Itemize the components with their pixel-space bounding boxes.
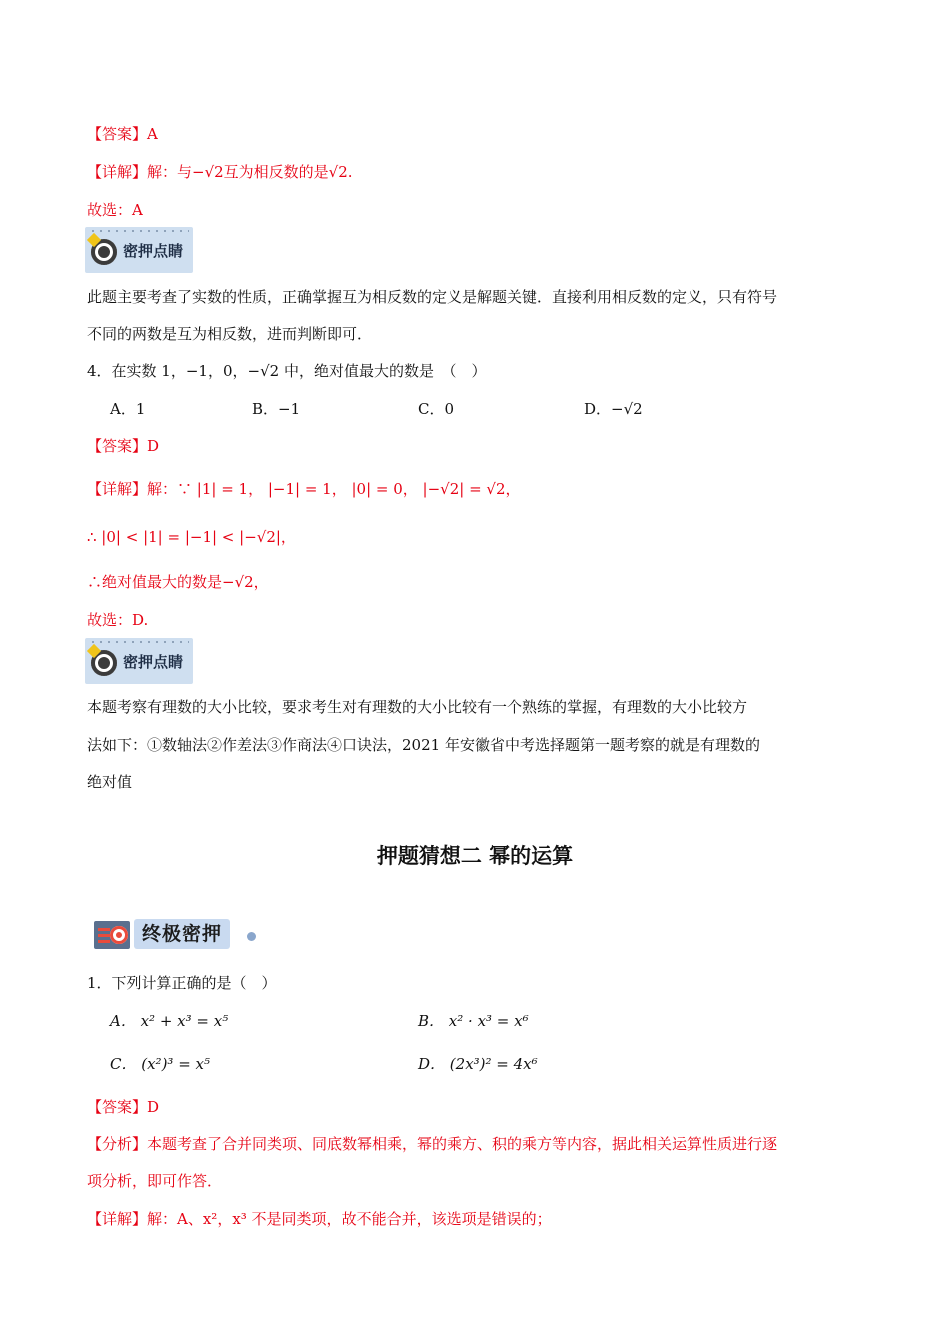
badge-label: 密押点睛	[123, 653, 184, 671]
detail-label: 【详解】	[87, 163, 148, 181]
option-c: C． (x²)³ = x⁵	[110, 1055, 211, 1073]
detail-line	[87, 1208, 552, 1229]
option-a: A．1	[110, 400, 146, 418]
option-d: D．−√2	[584, 400, 643, 418]
analysis-line	[87, 1133, 777, 1154]
option-d: D． (2x³)² = 4x⁶	[418, 1055, 538, 1073]
detail-text: 解：A、x²，x³ 不是同类项，故不能合并，该选项是错误的；	[147, 1210, 552, 1228]
key-point-badge	[85, 227, 193, 273]
section-title: 押题猜想二 幂的运算	[376, 844, 574, 868]
note-line: 本题考察有理数的大小比较，要求考生对有理数的大小比较有一个熟练的掌握，有理数的大小比较方	[87, 698, 748, 716]
board-target-icon	[94, 921, 130, 949]
question-stem: 1．下列计算正确的是（ ）	[87, 974, 277, 992]
key-point-badge	[85, 638, 193, 684]
note-line: 法如下：①数轴法②作差法③作商法④口诀法，2021 年安徽省中考选择题第一题考察的就是有理数的	[87, 736, 760, 754]
question-stem: 4．在实数 1，−1，0，−√2 中，绝对值最大的数是 （ ）	[87, 362, 487, 380]
detail-text: 解：∵ |1| = 1， |−1| = 1， |0| = 0， |−√2| = √2，	[147, 480, 521, 498]
option-a: A． x² + x³ = x⁵	[110, 1012, 229, 1030]
answer-line: 【答案】D	[87, 437, 160, 455]
detail-text: 解：与−√2互为相反数的是√2.	[147, 163, 353, 181]
analysis-text: 本题考查了合并同类项、同底数幂相乘，幂的乘方、积的乘方等内容，据此相关运算性质进行逐	[147, 1135, 778, 1153]
option-b: B． x² · x³ = x⁶	[418, 1012, 529, 1030]
detail-label: 【详解】	[87, 1210, 148, 1228]
dotted-decoration	[89, 641, 189, 643]
option-b: B．−1	[252, 400, 301, 418]
note-line: 绝对值	[87, 773, 133, 791]
option-c: C．0	[418, 400, 455, 418]
banner-label: 终极密押	[134, 919, 230, 949]
answer-line: 【答案】A	[87, 125, 158, 143]
analysis-label: 【分析】	[87, 1135, 148, 1153]
badge-label: 密押点睛	[123, 242, 184, 260]
answer-line: 【答案】D	[87, 1098, 160, 1116]
detail-step: ∴ |0| < |1| = |−1| < |−√2|，	[87, 528, 296, 546]
analysis-line: 项分析，即可作答．	[87, 1172, 223, 1190]
detail-label: 【详解】	[87, 480, 148, 498]
final-banner	[92, 917, 262, 953]
choice-line: 故选：A	[87, 201, 143, 219]
note-line: 不同的两数是互为相反数，进而判断即可．	[87, 325, 373, 343]
detail-line	[87, 161, 353, 182]
choice-line: 故选：D.	[87, 611, 149, 629]
detail-step: ∴绝对值最大的数是−√2，	[87, 573, 269, 591]
dotted-decoration	[89, 230, 189, 232]
dot-icon	[247, 932, 256, 941]
detail-line	[87, 478, 521, 499]
note-line: 此题主要考查了实数的性质，正确掌握互为相反数的定义是解题关键．直接利用相反数的定义，只有符号	[87, 288, 778, 306]
